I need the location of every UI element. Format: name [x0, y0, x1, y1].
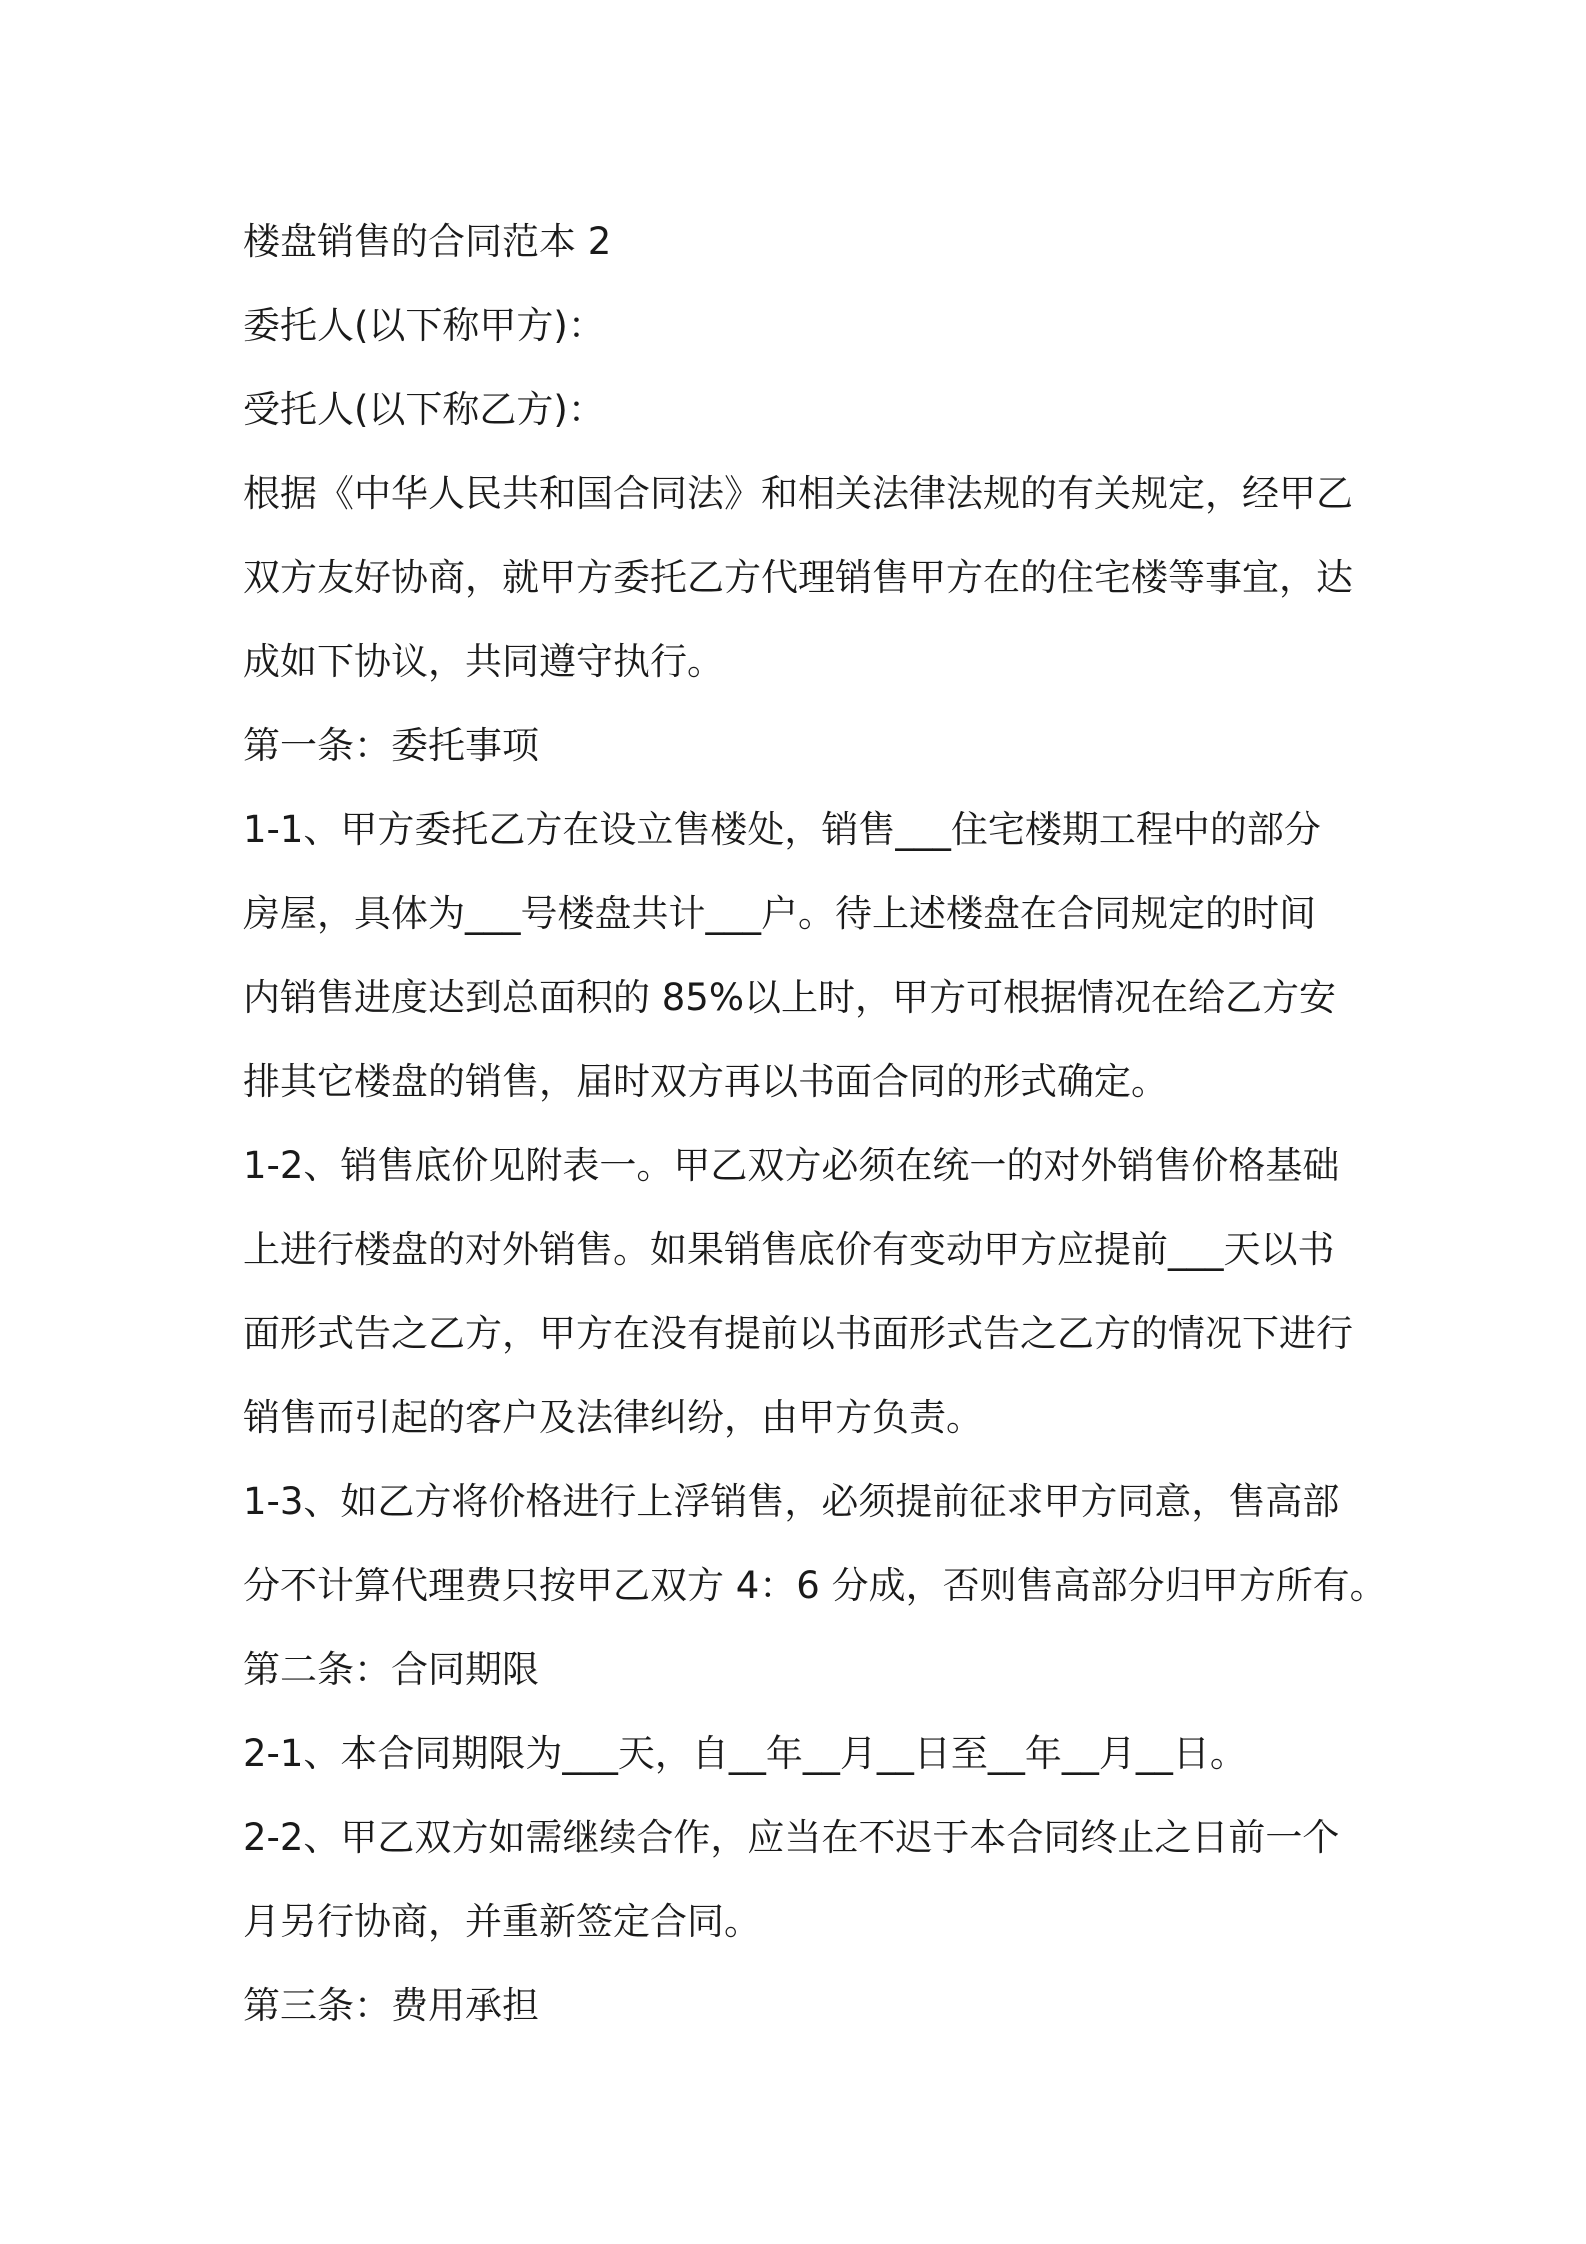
preamble-paragraph	[243, 452, 1373, 704]
paragraph-line: 2-1、本合同期限为___天，自__年__月__日至__年__月__日。	[243, 1732, 1247, 1775]
clause-1-1	[243, 788, 1373, 1124]
paragraph-line: 内销售进度达到总面积的 85%以上时，甲方可根据情况在给乙方安	[243, 976, 1336, 1019]
paragraph-line: 双方友好协商，就甲方委托乙方代理销售甲方在的住宅楼等事宜，达	[243, 556, 1353, 599]
clause-2-1	[243, 1712, 1373, 1796]
paragraph-line: 房屋，具体为___号楼盘共计___户。待上述楼盘在合同规定的时间	[243, 892, 1316, 935]
paragraph-line: 排其它楼盘的销售，届时双方再以书面合同的形式确定。	[243, 1060, 1168, 1103]
paragraph-line: 成如下协议，共同遵守执行。	[243, 640, 724, 683]
paragraph-line: 上进行楼盘的对外销售。如果销售底价有变动甲方应提前___天以书	[243, 1228, 1335, 1271]
paragraph-line: 分不计算代理费只按甲乙双方 4：6 分成，否则售高部分归甲方所有。	[243, 1564, 1387, 1607]
paragraph-line: 根据《中华人民共和国合同法》和相关法律法规的有关规定，经甲乙	[243, 472, 1353, 515]
paragraph-line: 销售而引起的客户及法律纠纷，由甲方负责。	[243, 1396, 983, 1439]
paragraph-line: 1-1、甲方委托乙方在设立售楼处，销售___住宅楼期工程中的部分	[243, 808, 1321, 851]
principal-line: 委托人(以下称甲方)：	[243, 304, 605, 347]
agent-line: 受托人(以下称乙方)：	[243, 388, 605, 431]
clause-1-2	[243, 1124, 1373, 1460]
article-2-heading: 第二条：合同期限	[243, 1648, 539, 1691]
paragraph-line: 2-2、甲乙双方如需继续合作，应当在不迟于本合同终止之日前一个	[243, 1816, 1340, 1859]
paragraph-line: 1-2、销售底价见附表一。甲乙双方必须在统一的对外销售价格基础	[243, 1144, 1340, 1187]
document-body	[243, 200, 1387, 2048]
paragraph-line: 1-3、如乙方将价格进行上浮销售，必须提前征求甲方同意，售高部	[243, 1480, 1340, 1523]
paragraph-line: 月另行协商，并重新签定合同。	[243, 1900, 761, 1943]
clause-1-3	[243, 1460, 1387, 1628]
paragraph-line: 面形式告之乙方，甲方在没有提前以书面形式告之乙方的情况下进行	[243, 1312, 1353, 1355]
clause-2-2	[243, 1796, 1373, 1964]
article-3-heading: 第三条：费用承担	[243, 1984, 539, 2027]
article-1-heading: 第一条：委托事项	[243, 724, 539, 767]
document-title: 楼盘销售的合同范本 2	[243, 220, 612, 263]
